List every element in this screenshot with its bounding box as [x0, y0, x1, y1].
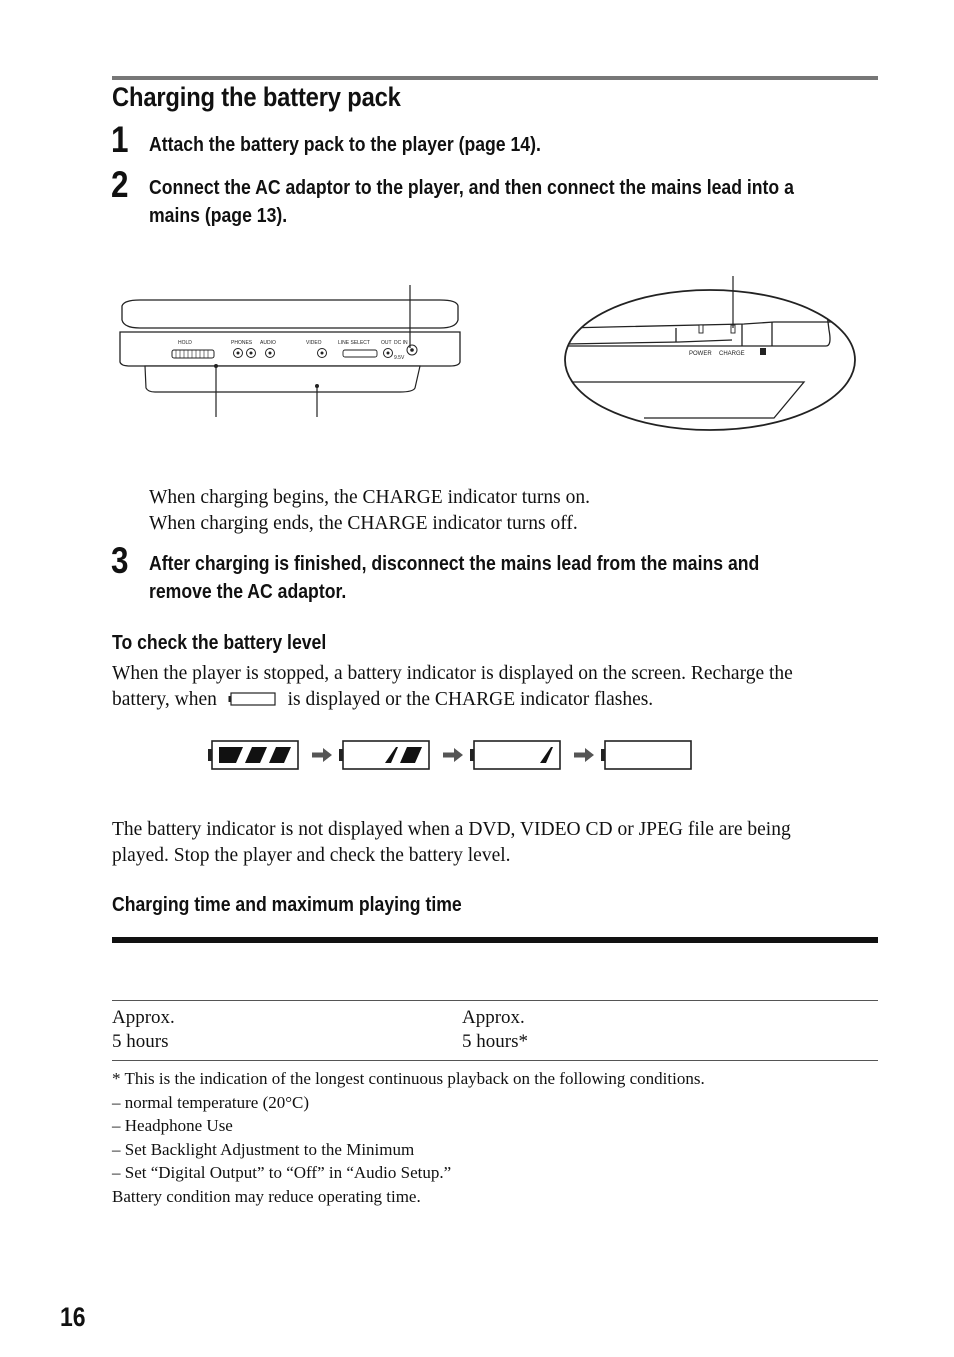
battery-icon-level-1: [470, 741, 560, 769]
label-audio: AUDIO: [260, 340, 276, 346]
arrow-right-icon: [443, 748, 463, 762]
label-power: POWER: [689, 351, 712, 357]
step-3-line-2: remove the AC adaptor.: [149, 580, 347, 603]
playing-time-line-2: 5 hours*: [462, 1031, 528, 1052]
battery-icon-level-0: [601, 741, 691, 769]
step-1-text: Attach the battery pack to the player (page 14).: [149, 133, 541, 156]
battery-level-paragraph-line-1: When the player is stopped, a battery indicator is displayed on the screen. Recharge the: [112, 663, 793, 684]
battery-level-paragraph-line-2: [112, 687, 653, 713]
footnote: [112, 1067, 705, 1209]
label-hold: HOLD: [178, 340, 192, 346]
table-header-rule: [112, 1000, 878, 1001]
charging-time-line-1: Approx.: [112, 1007, 175, 1028]
empty-battery-icon: [228, 691, 278, 707]
step-1-number: 1: [111, 119, 129, 160]
battery-level-text-after: is displayed or the CHARGE indicator flashes.: [287, 689, 654, 710]
step-3-line-1: After charging is finished, disconnect the mains lead from the mains and: [149, 552, 760, 575]
label-out: OUT: [381, 340, 392, 346]
step-2-line-2: mains (page 13).: [149, 204, 288, 227]
footnote-line-5: – Set “Digital Output” to “Off” in “Audio Setup.”: [112, 1163, 452, 1183]
dvd-note-line-1: The battery indicator is not displayed when a DVD, VIDEO CD or JPEG file are being: [112, 819, 791, 840]
page-number: 16: [60, 1302, 86, 1332]
step-3-number: 3: [111, 540, 129, 581]
battery-icon-level-3: [208, 741, 298, 769]
charge-note-2: When charging ends, the CHARGE indicator turns off.: [149, 513, 578, 534]
label-voltage: 9.5V: [394, 355, 405, 361]
table-bottom-rule: [112, 1060, 878, 1061]
player-side-illustration: [110, 280, 470, 420]
footnote-line-1: * This is the indication of the longest continuous playback on the following conditions.: [112, 1069, 705, 1088]
footnote-line-4: – Set Backlight Adjustment to the Minimum: [112, 1139, 415, 1159]
label-line-select: LINE SELECT: [338, 340, 370, 346]
label-video: VIDEO: [306, 340, 322, 346]
dvd-note-line-2: played. Stop the player and check the battery level.: [112, 845, 511, 866]
charging-time-cell: [112, 1006, 175, 1054]
charging-time-heading: Charging time and maximum playing time: [112, 893, 462, 916]
arrow-right-icon: [574, 748, 594, 762]
battery-icon-level-2: [339, 741, 429, 769]
table-top-rule: [112, 937, 878, 943]
arrow-right-icon: [312, 748, 332, 762]
battery-level-sequence: [208, 736, 698, 776]
section-top-rule: [112, 76, 878, 80]
footnote-line-3: – Headphone Use: [112, 1116, 233, 1136]
footnote-line-6: Battery condition may reduce operating time.: [112, 1186, 421, 1206]
label-phones: PHONES: [231, 340, 253, 346]
label-charge: CHARGE: [719, 351, 745, 357]
charge-note-1: When charging begins, the CHARGE indicator turns on.: [149, 487, 591, 508]
charging-time-line-2: 5 hours: [112, 1031, 169, 1052]
label-dc-in: DC IN: [394, 340, 408, 346]
battery-level-heading: To check the battery level: [112, 631, 327, 654]
playing-time-line-1: Approx.: [462, 1007, 525, 1028]
battery-level-text-before: battery, when: [112, 689, 217, 710]
step-2-line-1: Connect the AC adaptor to the player, and then connect the mains lead into a: [149, 176, 794, 199]
charge-indicator-illustration: [564, 276, 864, 436]
footnote-line-2: – normal temperature (20°C): [112, 1092, 310, 1112]
playing-time-cell: [462, 1006, 528, 1054]
step-2-number: 2: [111, 164, 129, 205]
section-title: Charging the battery pack: [112, 82, 401, 112]
